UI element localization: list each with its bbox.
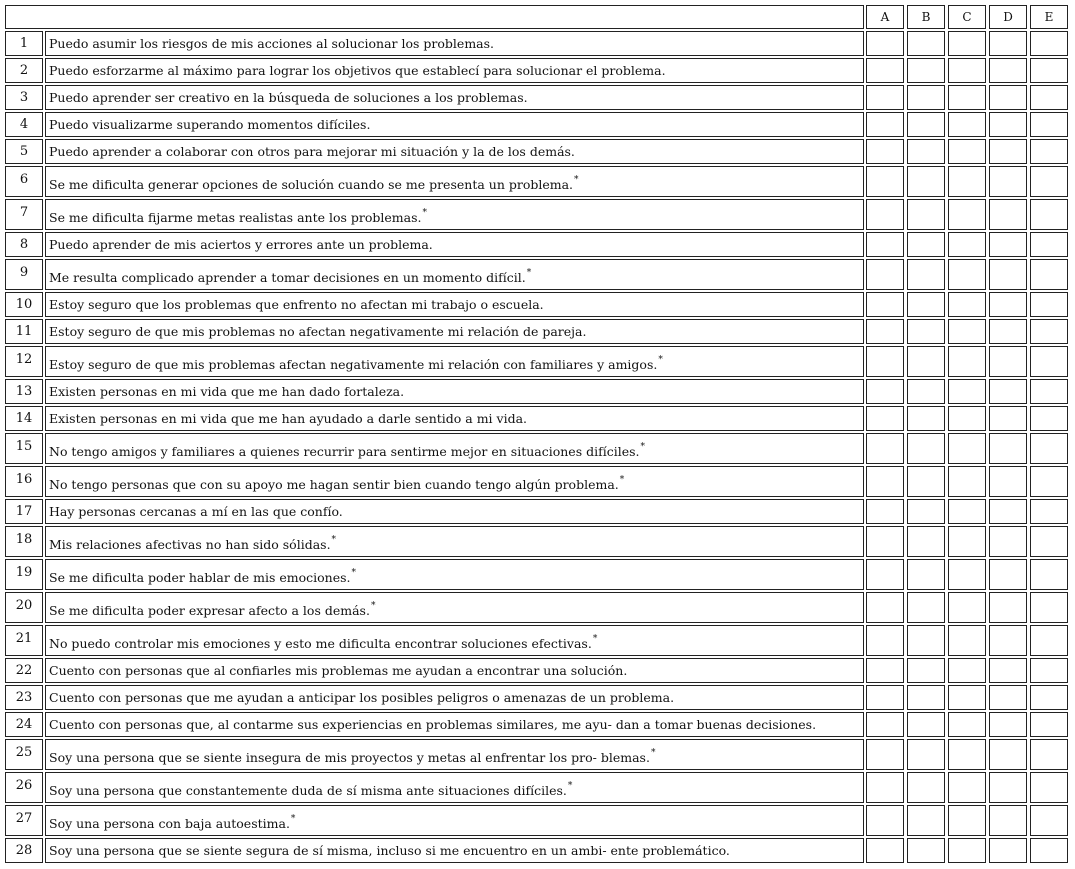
item-statement-text <box>49 783 572 798</box>
answer-box-e[interactable] <box>1030 559 1068 590</box>
answer-box-a[interactable] <box>866 592 904 623</box>
item-number <box>5 625 43 656</box>
answer-box-c[interactable] <box>948 685 986 710</box>
item-number-text: 21 <box>15 631 33 646</box>
answer-box-d[interactable] <box>989 838 1027 863</box>
answer-box-d[interactable] <box>989 526 1027 557</box>
item-statement-text <box>49 117 370 132</box>
answer-box-e[interactable] <box>1030 406 1068 431</box>
answer-box-e[interactable] <box>1030 166 1068 197</box>
item-number <box>5 199 43 230</box>
item-statement-text <box>49 477 624 492</box>
statement-text: Puedo aprender de mis aciertos y errores ante un problema. <box>49 237 433 252</box>
statement-text: Puedo aprender ser creativo en la búsqueda de soluciones a los problemas. <box>49 90 528 105</box>
answer-box-c[interactable] <box>948 112 986 137</box>
item-number-text: 4 <box>19 117 29 132</box>
statement-text: No puedo controlar mis emociones y esto me dificulta encontrar soluciones efectivas. <box>49 636 592 651</box>
item-statement <box>45 592 864 623</box>
header-option-b: B <box>907 5 945 29</box>
item-number-text: 8 <box>19 237 29 252</box>
item-number-text: 1 <box>19 36 29 51</box>
answer-box-c[interactable] <box>948 346 986 377</box>
reverse-scored-mark: * <box>567 781 573 791</box>
item-number-text: 14 <box>15 411 33 426</box>
item-number <box>5 166 43 197</box>
answer-box-c[interactable] <box>948 139 986 164</box>
answer-box-b[interactable] <box>907 466 945 497</box>
item-statement <box>45 772 864 803</box>
answer-box-c[interactable] <box>948 58 986 83</box>
item-statement <box>45 739 864 770</box>
answer-box-e[interactable] <box>1030 58 1068 83</box>
statement-text: Se me dificulta poder expresar afecto a los demás. <box>49 603 370 618</box>
answer-box-e[interactable] <box>1030 112 1068 137</box>
answer-box-e[interactable] <box>1030 739 1068 770</box>
statement-text: Soy una persona con baja autoestima. <box>49 816 290 831</box>
statement-text: Puedo aprender a colaborar con otros para mejorar mi situación y la de los demás. <box>49 144 575 159</box>
item-statement <box>45 499 864 524</box>
item-statement-text <box>49 636 597 651</box>
item-number-text: 5 <box>19 144 29 159</box>
answer-box-b[interactable] <box>907 625 945 656</box>
answer-box-a[interactable] <box>866 625 904 656</box>
item-number <box>5 406 43 431</box>
statement-text: Estoy seguro que los problemas que enfrento no afectan mi trabajo o escuela. <box>49 297 544 312</box>
answer-box-a[interactable] <box>866 772 904 803</box>
answer-box-c[interactable] <box>948 31 986 56</box>
answer-box-d[interactable] <box>989 739 1027 770</box>
answer-box-d[interactable] <box>989 232 1027 257</box>
answer-box-c[interactable] <box>948 292 986 317</box>
item-number-text: 3 <box>19 90 29 105</box>
item-number-text: 27 <box>15 811 33 826</box>
item-number <box>5 346 43 377</box>
reverse-scored-mark: * <box>370 601 376 611</box>
item-statement <box>45 259 864 290</box>
answer-box-d[interactable] <box>989 805 1027 836</box>
answer-box-c[interactable] <box>948 166 986 197</box>
answer-box-d[interactable] <box>989 658 1027 683</box>
answer-box-d[interactable] <box>989 319 1027 344</box>
reverse-scored-mark: * <box>526 268 532 278</box>
answer-box-b[interactable] <box>907 772 945 803</box>
item-statement <box>45 658 864 683</box>
answer-box-c[interactable] <box>948 658 986 683</box>
answer-box-a[interactable] <box>866 58 904 83</box>
item-number-text: 18 <box>15 532 33 547</box>
item-statement <box>45 625 864 656</box>
statement-text: Se me dificulta generar opciones de solución cuando se me presenta un problema. <box>49 177 574 192</box>
answer-box-a[interactable] <box>866 712 904 737</box>
answer-box-b[interactable] <box>907 379 945 404</box>
statement-text: Existen personas en mi vida que me han ayudado a darle sentido a mi vida. <box>49 411 528 426</box>
answer-box-e[interactable] <box>1030 232 1068 257</box>
answer-box-d[interactable] <box>989 259 1027 290</box>
answer-box-a[interactable] <box>866 346 904 377</box>
answer-box-b[interactable] <box>907 292 945 317</box>
answer-box-c[interactable] <box>948 259 986 290</box>
answer-box-b[interactable] <box>907 319 945 344</box>
answer-box-d[interactable] <box>989 592 1027 623</box>
answer-box-a[interactable] <box>866 112 904 137</box>
answer-box-e[interactable] <box>1030 772 1068 803</box>
answer-box-e[interactable] <box>1030 379 1068 404</box>
answer-box-a[interactable] <box>866 658 904 683</box>
answer-box-d[interactable] <box>989 559 1027 590</box>
reverse-scored-mark: * <box>658 355 663 365</box>
answer-box-c[interactable] <box>948 739 986 770</box>
answer-box-d[interactable] <box>989 685 1027 710</box>
statement-text: Mis relaciones afectivas no han sido sólidas. <box>49 537 331 552</box>
answer-box-a[interactable] <box>866 166 904 197</box>
answer-box-b[interactable] <box>907 712 945 737</box>
item-statement-text <box>49 816 295 831</box>
header-blank-cell <box>5 5 864 29</box>
answer-box-c[interactable] <box>948 838 986 863</box>
item-statement <box>45 199 864 230</box>
answer-box-b[interactable] <box>907 259 945 290</box>
item-number <box>5 112 43 137</box>
answer-box-b[interactable] <box>907 526 945 557</box>
item-number-text: 23 <box>15 690 33 705</box>
answer-box-a[interactable] <box>866 739 904 770</box>
item-number <box>5 658 43 683</box>
reverse-scored-mark: * <box>574 175 579 185</box>
answer-box-b[interactable] <box>907 592 945 623</box>
item-statement-text <box>49 324 586 339</box>
statement-text: Puedo visualizarme superando momentos difíciles. <box>49 117 371 132</box>
answer-box-e[interactable] <box>1030 292 1068 317</box>
item-statement-text <box>49 297 544 312</box>
answer-box-e[interactable] <box>1030 838 1068 863</box>
item-number <box>5 259 43 290</box>
answer-box-b[interactable] <box>907 658 945 683</box>
answer-box-a[interactable] <box>866 433 904 464</box>
item-number-text: 6 <box>19 172 29 187</box>
item-number <box>5 379 43 404</box>
answer-box-e[interactable] <box>1030 592 1068 623</box>
answer-box-d[interactable] <box>989 58 1027 83</box>
answer-box-a[interactable] <box>866 559 904 590</box>
item-statement <box>45 466 864 497</box>
item-number-text: 16 <box>15 472 33 487</box>
item-statement-text <box>49 63 666 78</box>
item-number <box>5 232 43 257</box>
item-statement-text <box>49 663 627 678</box>
item-number-text: 2 <box>19 63 29 78</box>
answer-box-e[interactable] <box>1030 658 1068 683</box>
answer-box-d[interactable] <box>989 199 1027 230</box>
answer-box-a[interactable] <box>866 379 904 404</box>
answer-box-b[interactable] <box>907 805 945 836</box>
item-number-text: 11 <box>15 324 33 339</box>
statement-text: Se me dificulta poder hablar de mis emociones. <box>49 570 351 585</box>
statement-text: Puedo esforzarme al máximo para lograr los objetivos que establecí para solucionar el problema. <box>49 63 666 78</box>
statement-text: Estoy seguro de que mis problemas afectan negativamente mi relación con familiares y amigos. <box>49 357 658 372</box>
answer-box-d[interactable] <box>989 85 1027 110</box>
answer-box-b[interactable] <box>907 58 945 83</box>
answer-box-b[interactable] <box>907 346 945 377</box>
answer-box-c[interactable] <box>948 526 986 557</box>
item-statement <box>45 31 864 56</box>
item-number <box>5 739 43 770</box>
reverse-scored-mark: * <box>640 442 645 452</box>
header-option-e: E <box>1030 5 1068 29</box>
answer-box-e[interactable] <box>1030 625 1068 656</box>
answer-box-a[interactable] <box>866 31 904 56</box>
item-number <box>5 433 43 464</box>
item-statement-text <box>49 177 579 192</box>
answer-box-e[interactable] <box>1030 199 1068 230</box>
item-number-text: 15 <box>15 439 33 454</box>
statement-text: Cuento con personas que al confiarles mis problemas me ayudan a encontrar una solución. <box>49 663 628 678</box>
answer-box-a[interactable] <box>866 406 904 431</box>
item-number <box>5 838 43 863</box>
answer-box-b[interactable] <box>907 232 945 257</box>
item-statement-text <box>49 357 663 372</box>
answer-box-c[interactable] <box>948 805 986 836</box>
answer-box-a[interactable] <box>866 499 904 524</box>
item-number <box>5 85 43 110</box>
item-statement-text <box>49 411 527 426</box>
item-number <box>5 805 43 836</box>
answer-box-e[interactable] <box>1030 712 1068 737</box>
answer-box-b[interactable] <box>907 559 945 590</box>
statement-text: Cuento con personas que me ayudan a anticipar los posibles peligros o amenazas de un problema. <box>49 690 675 705</box>
answer-box-a[interactable] <box>866 466 904 497</box>
statement-text: Soy una persona que constantemente duda de sí misma ante situaciones difíciles. <box>49 783 567 798</box>
item-number <box>5 499 43 524</box>
answer-box-a[interactable] <box>866 292 904 317</box>
item-statement <box>45 139 864 164</box>
item-statement-text <box>49 570 356 585</box>
answer-box-c[interactable] <box>948 499 986 524</box>
reverse-scored-mark: * <box>619 475 625 485</box>
answer-box-c[interactable] <box>948 466 986 497</box>
item-statement <box>45 712 864 737</box>
item-statement <box>45 559 864 590</box>
answer-box-a[interactable] <box>866 685 904 710</box>
answer-box-d[interactable] <box>989 712 1027 737</box>
answer-box-b[interactable] <box>907 139 945 164</box>
item-number <box>5 772 43 803</box>
reverse-scored-mark: * <box>331 535 337 545</box>
answer-box-c[interactable] <box>948 406 986 431</box>
item-statement-text <box>49 444 645 459</box>
item-number <box>5 466 43 497</box>
item-statement <box>45 346 864 377</box>
item-statement <box>45 292 864 317</box>
answer-box-e[interactable] <box>1030 805 1068 836</box>
item-number <box>5 712 43 737</box>
answer-box-d[interactable] <box>989 625 1027 656</box>
answer-box-c[interactable] <box>948 592 986 623</box>
answer-box-d[interactable] <box>989 346 1027 377</box>
item-statement <box>45 379 864 404</box>
answer-box-d[interactable] <box>989 433 1027 464</box>
item-statement-text <box>49 750 655 765</box>
item-number-text: 12 <box>15 352 33 367</box>
answer-box-b[interactable] <box>907 499 945 524</box>
item-statement-text <box>49 90 528 105</box>
answer-box-c[interactable] <box>948 319 986 344</box>
answer-box-b[interactable] <box>907 199 945 230</box>
answer-box-a[interactable] <box>866 85 904 110</box>
answer-box-e[interactable] <box>1030 139 1068 164</box>
item-statement-text <box>49 210 427 225</box>
statement-text: Existen personas en mi vida que me han dado fortaleza. <box>49 384 405 399</box>
answer-box-e[interactable] <box>1030 85 1068 110</box>
item-statement-text <box>49 843 730 858</box>
answer-box-d[interactable] <box>989 292 1027 317</box>
item-statement-text <box>49 690 674 705</box>
answer-box-d[interactable] <box>989 406 1027 431</box>
item-number <box>5 58 43 83</box>
item-statement-text <box>49 237 433 252</box>
statement-text: Soy una persona que se siente segura de sí misma, incluso si me encuentro en un ambi- ente problemático. <box>49 843 730 858</box>
answer-box-a[interactable] <box>866 259 904 290</box>
answer-box-e[interactable] <box>1030 499 1068 524</box>
item-statement <box>45 112 864 137</box>
item-number-text: 19 <box>15 565 33 580</box>
answer-box-d[interactable] <box>989 31 1027 56</box>
answer-box-a[interactable] <box>866 199 904 230</box>
answer-box-e[interactable] <box>1030 433 1068 464</box>
item-statement-text <box>49 717 816 732</box>
item-statement <box>45 166 864 197</box>
item-number-text: 10 <box>15 297 33 312</box>
reverse-scored-mark: * <box>290 814 296 824</box>
answer-box-c[interactable] <box>948 772 986 803</box>
answer-box-b[interactable] <box>907 85 945 110</box>
header-option-a: A <box>866 5 904 29</box>
answer-box-e[interactable] <box>1030 526 1068 557</box>
reverse-scored-mark: * <box>422 208 427 218</box>
item-statement <box>45 406 864 431</box>
answer-box-b[interactable] <box>907 31 945 56</box>
answer-box-b[interactable] <box>907 685 945 710</box>
item-number <box>5 559 43 590</box>
answer-box-b[interactable] <box>907 838 945 863</box>
answer-box-a[interactable] <box>866 526 904 557</box>
reverse-scored-mark: * <box>592 634 598 644</box>
item-statement <box>45 526 864 557</box>
answer-box-c[interactable] <box>948 712 986 737</box>
statement-text: Cuento con personas que, al contarme sus experiencias en problemas similares, me ayu- dan a tomar buenas decisiones. <box>49 717 817 732</box>
item-number-text: 22 <box>15 663 33 678</box>
item-statement <box>45 58 864 83</box>
answer-box-c[interactable] <box>948 379 986 404</box>
answer-box-b[interactable] <box>907 166 945 197</box>
answer-box-e[interactable] <box>1030 319 1068 344</box>
item-number-text: 17 <box>15 504 33 519</box>
item-number-text: 24 <box>15 717 33 732</box>
statement-text: Soy una persona que se siente insegura de mis proyectos y metas al enfrentar los pro- blemas. <box>49 750 650 765</box>
answer-box-b[interactable] <box>907 739 945 770</box>
item-statement-text <box>49 537 336 552</box>
statement-text: Estoy seguro de que mis problemas no afectan negativamente mi relación de pareja. <box>49 324 587 339</box>
item-statement-text <box>49 504 343 519</box>
answer-box-e[interactable] <box>1030 346 1068 377</box>
item-number-text: 20 <box>15 598 33 613</box>
item-statement <box>45 232 864 257</box>
item-number-text: 25 <box>15 745 33 760</box>
statement-text: Hay personas cercanas a mí en las que confío. <box>49 504 343 519</box>
answer-box-c[interactable] <box>948 625 986 656</box>
item-statement <box>45 85 864 110</box>
answer-box-a[interactable] <box>866 838 904 863</box>
answer-box-e[interactable] <box>1030 685 1068 710</box>
answer-box-d[interactable] <box>989 139 1027 164</box>
item-number <box>5 526 43 557</box>
item-number-text: 7 <box>19 205 29 220</box>
item-statement <box>45 838 864 863</box>
item-statement <box>45 805 864 836</box>
answer-box-c[interactable] <box>948 199 986 230</box>
item-statement-text <box>49 144 575 159</box>
statement-text: Se me dificulta fijarme metas realistas ante los problemas. <box>49 210 422 225</box>
item-number <box>5 292 43 317</box>
answer-box-e[interactable] <box>1030 259 1068 290</box>
header-option-d: D <box>989 5 1027 29</box>
item-statement-text <box>49 603 375 618</box>
reverse-scored-mark: * <box>650 748 656 758</box>
answer-box-e[interactable] <box>1030 466 1068 497</box>
item-statement-text <box>49 384 404 399</box>
item-number <box>5 592 43 623</box>
answer-box-b[interactable] <box>907 433 945 464</box>
item-statement <box>45 319 864 344</box>
answer-box-b[interactable] <box>907 112 945 137</box>
item-number <box>5 31 43 56</box>
item-number-text: 9 <box>19 265 29 280</box>
item-statement-text <box>49 270 531 285</box>
answer-box-d[interactable] <box>989 466 1027 497</box>
answer-box-d[interactable] <box>989 499 1027 524</box>
answer-box-e[interactable] <box>1030 31 1068 56</box>
answer-box-c[interactable] <box>948 85 986 110</box>
item-number <box>5 319 43 344</box>
statement-text: Puedo asumir los riesgos de mis acciones al solucionar los problemas. <box>49 36 495 51</box>
answer-box-c[interactable] <box>948 559 986 590</box>
answer-box-a[interactable] <box>866 805 904 836</box>
answer-box-c[interactable] <box>948 433 986 464</box>
answer-box-a[interactable] <box>866 232 904 257</box>
statement-text: Me resulta complicado aprender a tomar decisiones en un momento difícil. <box>49 270 526 285</box>
answer-box-d[interactable] <box>989 112 1027 137</box>
item-number <box>5 685 43 710</box>
item-number <box>5 139 43 164</box>
item-number-text: 26 <box>15 778 33 793</box>
header-option-c: C <box>948 5 986 29</box>
answer-box-a[interactable] <box>866 139 904 164</box>
item-statement <box>45 433 864 464</box>
item-number-text: 28 <box>15 843 33 858</box>
item-number-text: 13 <box>15 384 33 399</box>
answer-box-b[interactable] <box>907 406 945 431</box>
answer-box-d[interactable] <box>989 166 1027 197</box>
statement-text: No tengo personas que con su apoyo me hagan sentir bien cuando tengo algún problema. <box>49 477 619 492</box>
reverse-scored-mark: * <box>351 568 357 578</box>
statement-text: No tengo amigos y familiares a quienes recurrir para sentirme mejor en situaciones difíciles. <box>49 444 640 459</box>
item-statement <box>45 685 864 710</box>
answer-box-a[interactable] <box>866 319 904 344</box>
answer-box-d[interactable] <box>989 379 1027 404</box>
answer-box-d[interactable] <box>989 772 1027 803</box>
item-statement-text <box>49 36 494 51</box>
answer-box-c[interactable] <box>948 232 986 257</box>
